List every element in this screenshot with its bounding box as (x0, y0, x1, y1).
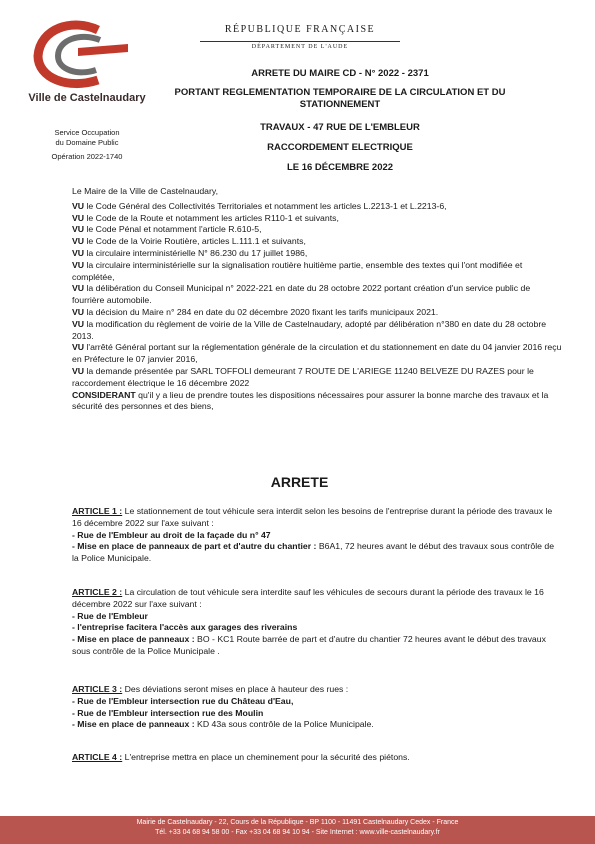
article-item: - Rue de l'Embleur (72, 610, 148, 621)
vu-item: VU la décision du Maire n° 284 en date du 02 décembre 2020 fixant les tarifs municipaux 2021. (72, 306, 439, 317)
vu-item: VU le Code Pénal et notamment l'article R.610-5, (72, 224, 262, 235)
republique-heading: RÉPUBLIQUE FRANÇAISE (224, 24, 376, 35)
vu-item: VU la demande présentée par SARL TOFFOLI demeurant 7 ROUTE DE L'ARIEGE 11240 BELVEZE DU RAZES pour le raccordement électrique le 16 décembre 2022 (72, 365, 534, 388)
vu-item: VU le Code de la Voirie Routière, articles L.111.1 et suivants, (72, 236, 306, 247)
article-item: - Rue de l'Embleur intersection rue du Château d'Eau, (72, 695, 294, 706)
arrete-heading: ARRETE (270, 474, 329, 490)
article-item: - l'entreprise facitera l'accès aux garages des riverains (72, 622, 298, 633)
arrete-number: ARRETE DU MAIRE CD - N° 2022 - 2371 (251, 68, 429, 79)
vu-item: VU le Code Général des Collectivités Territoriales et notamment les articles L.2213-1 et L.2213-6, (72, 200, 447, 211)
city-name: Ville de Castelnaudary (28, 92, 146, 104)
vu-item: VU le Code de la Route et notamment les articles R110-1 et suivants, (72, 212, 339, 223)
title-date: LE 16 DÉCEMBRE 2022 (286, 162, 394, 173)
vu-label: VU (72, 247, 85, 258)
vu-item: VU la délibération du Conseil Municipal n° 2022-221 en date du 28 octobre 2022 portant création d'un service public de fourrière automobile. (72, 283, 531, 306)
vu-label: VU (72, 212, 85, 223)
vu-label: VU (72, 306, 85, 317)
vu-label: VU (72, 318, 85, 329)
footer-contact: Tél. +33 04 68 94 58 00 - Fax +33 04 68 94 10 94 - Site Internet : www.ville-castelnaudary.fr (155, 829, 440, 836)
footer-address: Mairie de Castelnaudary - 22, Cours de la République - BP 1100 - 11491 Castelnaudary Cedex - France (136, 819, 459, 826)
vu-label: VU (72, 365, 85, 376)
article-item: - Rue de l'Embleur intersection rue des Moulin (72, 707, 264, 718)
service-block (22, 128, 152, 162)
operation-number: Opération 2022-1740 (51, 152, 123, 161)
vu-label: VU (72, 259, 85, 270)
vu-label: VU (72, 224, 85, 235)
article-label: ARTICLE 3 : (72, 684, 123, 694)
vu-label: VU (72, 236, 85, 247)
considerant-label: CONSIDERANT (72, 389, 136, 400)
title-line3: STATIONNEMENT (299, 99, 381, 110)
vu-item: VU la circulaire interministérielle sur la signalisation routière huitième partie, ensemble des textes qui l'ont modifiée et complétée, (72, 259, 523, 282)
title-line2: PORTANT REGLEMENTATION TEMPORAIRE DE LA CIRCULATION ET DU (174, 87, 506, 98)
vu-item: VU la circulaire interministérielle N° 86.230 du 17 juillet 1986, (72, 247, 308, 258)
article-3: ARTICLE 3 : Des déviations seront mises en place à hauteur des rues : - Rue de l'Embleur intersection rue du Château d'Eau, - Rue de l'Embleur intersection rue des Moulin - Mise en place de panneaux : KD 43a sous contrôle de la Police Municipale. (72, 684, 562, 731)
city-logo (28, 18, 128, 93)
vu-label: VU (72, 283, 85, 294)
vu-item: VU l'arrêté Général portant sur la réglementation générale de la circulation et du stationnement en date du 04 janvier 2016 reçu en Préfecture le 07 janvier 2016, (72, 342, 562, 365)
article-label: ARTICLE 2 : (72, 587, 123, 597)
departement-heading: DÉPARTEMENT DE L'AUDE (200, 41, 400, 50)
vu-label: VU (72, 342, 85, 353)
service-line2: du Domaine Public (55, 138, 119, 147)
footer (0, 816, 595, 844)
article-2: ARTICLE 2 : La circulation de tout véhicule sera interdite sauf les véhicules de secours durant la période des travaux le 16 décembre 2022 sur l'axe suivant : - Rue de l'Embleur - l'entreprise facitera l'accès aux garages des riverains - Mise en place de panneaux : BO - KC1 Route barrée de part et d'autre du chantier 72 heures avant le début des travaux sous contrôle de la Police Municipale . (72, 587, 562, 658)
preamble (72, 186, 562, 413)
article-item: - Rue de l'Embleur au droit de la façade du n° 47 (72, 529, 271, 540)
considerant-item: CONSIDERANT qu'il y a lieu de prendre toutes les dispositions nécessaires pour assurer la bonne marche des travaux et la sécurité des personnes et des biens, (72, 389, 549, 412)
vu-item: VU la modification du règlement de voirie de la Ville de Castelnaudary, adopté par délibération n°380 en date du 28 octobre 2013. (72, 318, 547, 341)
article-1: ARTICLE 1 : Le stationnement de tout véhicule sera interdit selon les besoins de l'entreprise durant la période des travaux le 16 décembre 2022 sur l'axe suivant : - Rue de l'Embleur au droit de la façade du n° 47 - Mise en place de panneaux de part et d'autre du chantier : B6A1, 72 heures avant le début des travaux sous contrôle de la Police Municipale. (72, 506, 562, 565)
article-4: ARTICLE 4 : L'entreprise mettra en place un cheminement pour la sécurité des piétons. (72, 752, 410, 762)
article-label: ARTICLE 4 : (72, 752, 123, 762)
vu-label: VU (72, 200, 85, 211)
article-label: ARTICLE 1 : (72, 506, 123, 516)
title-raccordement: RACCORDEMENT ELECTRIQUE (267, 142, 413, 153)
title-works: TRAVAUX - 47 RUE DE L'EMBLEUR (260, 122, 420, 133)
service-line1: Service Occupation (54, 128, 120, 137)
intro-text: Le Maire de la Ville de Castelnaudary, (72, 186, 219, 196)
